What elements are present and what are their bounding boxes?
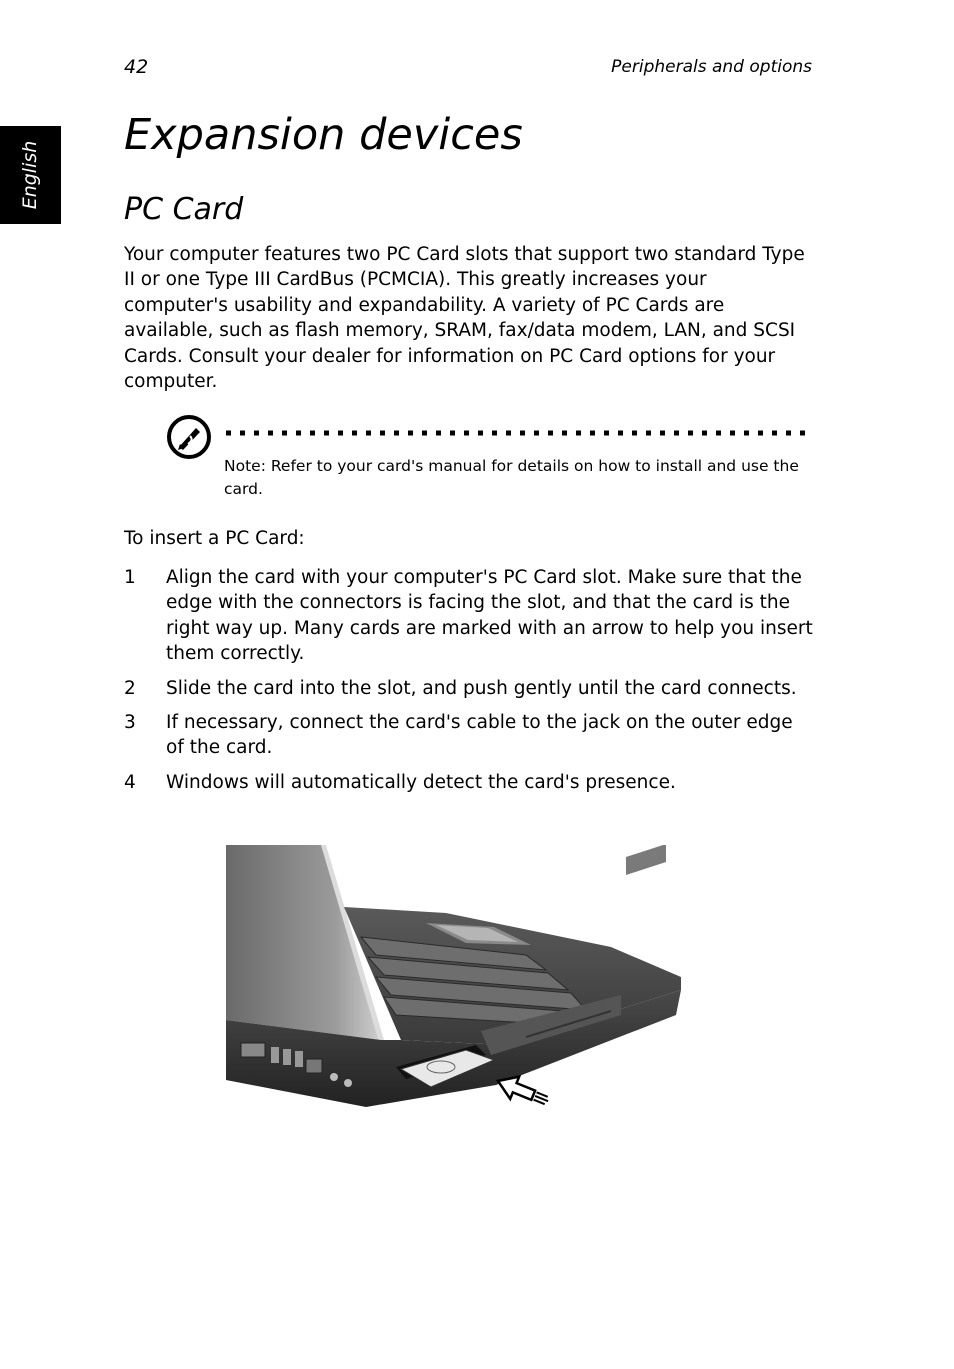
list-item	[124, 710, 814, 761]
list-item	[124, 676, 814, 701]
step-text: Slide the card into the slot, and push gently until the card connects.	[166, 677, 797, 699]
note-divider	[224, 430, 812, 436]
laptop-pc-card-illustration	[226, 845, 706, 1137]
step-number: 1	[124, 567, 136, 588]
note-body: : Refer to your card's manual for details on how to install and use the card.	[224, 457, 799, 498]
note-pen-icon	[166, 414, 212, 460]
page-number: 42	[124, 56, 149, 78]
note-text	[224, 455, 804, 501]
step-number: 2	[124, 677, 136, 699]
procedure-steps	[124, 565, 814, 804]
language-tab-label: English	[19, 140, 41, 210]
section-paragraph: Your computer features two PC Card slots that support two standard Type II or one Type III CardBus (PCMCIA). This greatly increases your computer's usability and expandability. A variety of PC Cards are available, such as flash memory, SRAM, fax/data modem, LAN, and SCSI Cards. Consult your dealer for information on PC Card options for your computer.	[124, 244, 805, 393]
step-number: 4	[124, 771, 136, 793]
running-header: Peripherals and options	[611, 57, 812, 77]
step-number: 3	[124, 712, 136, 734]
language-tab	[0, 126, 61, 224]
list-item	[124, 565, 814, 667]
page-title: Expansion devices	[124, 110, 523, 160]
step-text: Windows will automatically detect the card's presence.	[166, 771, 676, 793]
step-text: If necessary, connect the card's cable to the jack on the outer edge of the card.	[166, 712, 793, 759]
note-label: Note	[224, 457, 261, 475]
step-text: Align the card with your computer's PC Card slot. Make sure that the edge with the connectors is facing the slot, and that the card is the right way up. Many cards are marked with an arrow to help you insert them correctly.	[166, 567, 813, 665]
procedure-intro: To insert a PC Card:	[124, 528, 305, 549]
section-heading: PC Card	[124, 192, 244, 227]
list-item	[124, 770, 814, 795]
